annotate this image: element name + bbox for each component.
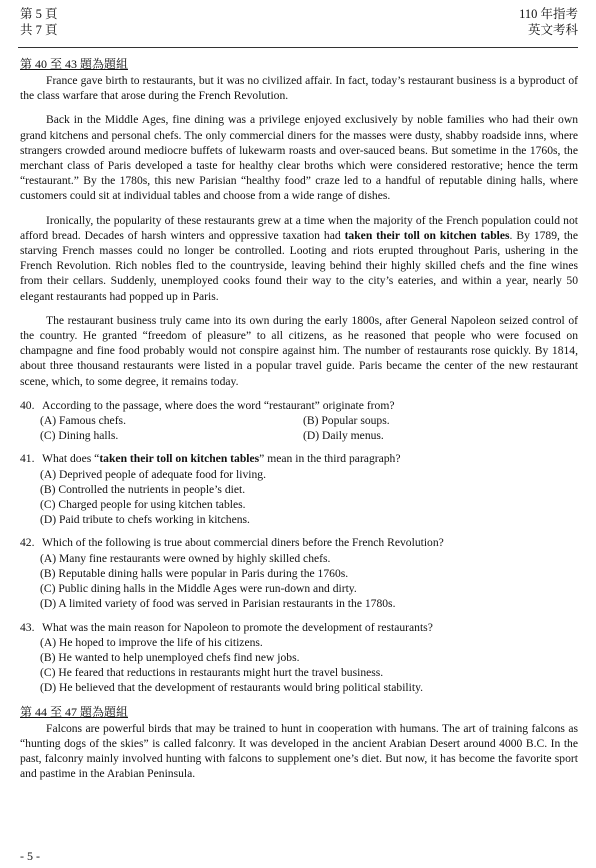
question-stem [20,451,578,466]
passage-paragraph-3 [20,213,578,304]
option-a[interactable]: (A) Famous chefs. [40,414,126,428]
option-c[interactable]: (C) Dining halls. [40,429,119,443]
question-text-after: ” mean in the third paragraph? [259,452,401,466]
paragraph-3-bold-phrase: taken their toll on kitchen tables [344,228,510,242]
option-b[interactable]: (B) Reputable dining halls were popular in Paris during the 1760s. [40,566,349,580]
question-number: 43. [20,620,35,634]
option-d[interactable]: (D) Daily menus. [303,429,384,443]
question-number: 41. [20,452,35,466]
option-c[interactable]: (C) He feared that reductions in restaurants might hurt the travel business. [40,666,384,680]
option-d[interactable]: (D) Paid tribute to chefs working in kitchens. [40,513,250,527]
page-number: - 5 - [20,849,40,863]
question-text: What was the main reason for Napoleon to promote the development of restaurants? [42,620,433,634]
page-header-right [519,6,578,38]
question-stem [20,535,578,550]
exam-subject: 英文考科 [527,23,578,37]
question-text-before: What does “ [42,452,100,466]
option-a[interactable]: (A) He hoped to improve the life of his citizens. [40,635,263,649]
options-grid [20,413,578,443]
passage-paragraph-1: France gave birth to restaurants, but it was no civilized affair. In fact, today’s restaurant business is a byproduct of the class warfare that arose during the French Revolution. [20,74,578,103]
exam-year: 110 年指考 [519,7,578,21]
page-indicator: 第 5 頁 [20,7,58,21]
question-40 [20,398,578,444]
option-b[interactable]: (B) Controlled the nutrients in people’s diet. [40,482,246,496]
question-43 [20,620,578,696]
question-text-bold: taken their toll on kitchen tables [99,452,260,466]
options-list [20,635,578,696]
question-stem [20,398,578,413]
option-d[interactable]: (D) A limited variety of food was served in Parisian restaurants in the 1780s. [40,597,396,611]
paragraph-3-text-before: Ironically, the popularity of these restaurants grew at a time when the majority of the French population could not afford bread. Decades of harsh winters and oppressive taxation had [20,213,578,242]
option-c[interactable]: (C) Public dining halls in the Middle Ages were run-down and dirty. [40,582,357,596]
option-d[interactable]: (D) He believed that the development of restaurants would bring political stability. [40,681,424,695]
question-number: 42. [20,536,35,550]
option-a[interactable]: (A) Deprived people of adequate food for living. [40,467,266,481]
page-header-left [20,6,58,38]
question-stem [20,620,578,635]
question-text: According to the passage, where does the word “restaurant” originate from? [42,398,395,412]
option-b[interactable]: (B) He wanted to help unemployed chefs find new jobs. [40,650,300,664]
passage-paragraph-falcons: Falcons are powerful birds that may be trained to hunt in cooperation with humans. The art of training falcons as “hunting dogs of the skies” is called falconry. It was developed in the ancient Arabian Desert around 4000 B.C. In the past, falconry mainly involved hunting with falcons to supplement one’s diet. But now, it has become the favorite sport and pastime in the Arabian Peninsula. [20,721,578,781]
question-text: Which of the following is true about commercial diners before the French Revolution? [42,536,444,550]
options-list [20,467,578,528]
exam-content [20,56,578,790]
question-42 [20,535,578,611]
total-pages: 共 7 頁 [20,23,58,37]
group-title-44-47: 第 44 至 47 題為題組 [20,704,129,719]
option-a[interactable]: (A) Many fine restaurants were owned by highly skilled chefs. [40,551,331,565]
group-title-40-43: 第 40 至 43 題為題組 [20,57,129,71]
option-c[interactable]: (C) Charged people for using kitchen tables. [40,498,246,512]
passage-paragraph-2: Back in the Middle Ages, fine dining was a privilege enjoyed exclusively by noble families who had their own grand kitchens and personal chefs. The only commercial diners for the masses were dusty, shabby roadside inns, where strangers crowded around mediocre buffets of lukewarm roasts and over-sauced beans. But sometime in the 1760s, the merchant class of Paris developed a taste for healthy clear broths which were considered restorative; hence the term “restaurant.” By the 1780s, this new Parisian “healthy food” craze led to a handful of reputable dining halls, where customers could sit at individual tables and choose from a wide range of dishes. [20,113,578,203]
passage-paragraph-4: The restaurant business truly came into its own during the early 1800s, after General Napoleon seized control of the country. He granted “freedom of pleasure” to all citizens, as he reasoned that people who were focused on champagne and fine food probably would not conspire against him. The number of restaurants rose quickly. By 1814, about three thousand restaurants were listed in a popular travel guide. Paris became the center of the new restaurant scene, which, to some degree, it remains today. [20,313,578,388]
header-divider [18,47,578,48]
paragraph-3-text-after: . By 1789, the starving French masses could no longer be controlled. Looting and riots erupted throughout Paris, ushering in the French Revolution. Rich nobles fled to the countryside, leaving behind their highly skilled chefs and the fine wines from their cellars. Suddenly, unemployed cooks found their way to the city’s eateries, and within a year, nearly 50 elegant restaurants had popped up in Paris. [20,228,578,303]
question-number: 40. [20,398,35,412]
question-41 [20,451,578,527]
option-b[interactable]: (B) Popular soups. [303,414,390,428]
options-list [20,551,578,612]
